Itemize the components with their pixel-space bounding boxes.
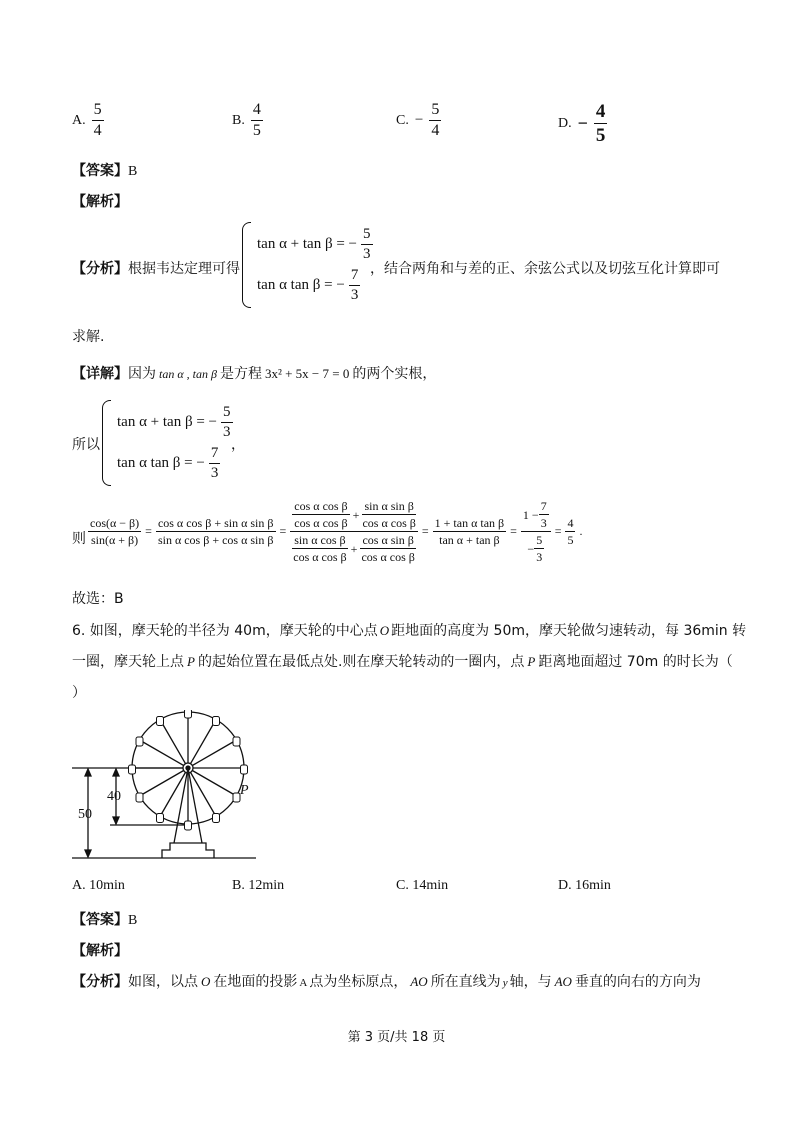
option-value: 16min xyxy=(575,878,611,893)
equation-row xyxy=(117,405,233,440)
equation-row xyxy=(117,446,233,481)
label-p: P xyxy=(240,783,249,798)
denominator: 3 xyxy=(223,424,231,440)
numerator: 4 xyxy=(251,102,263,121)
equation-row xyxy=(257,227,373,262)
wheel-spoke xyxy=(188,768,236,796)
option-fraction xyxy=(429,102,441,139)
minus-sign: − xyxy=(414,112,424,128)
denominator: 3 xyxy=(363,246,371,262)
math-vars: tan α , tan β xyxy=(159,367,217,381)
option-label: A. xyxy=(72,878,86,893)
analysis-line xyxy=(72,191,128,211)
fenxi-text: 垂直的向右的方向为 xyxy=(574,974,701,990)
analysis-line-2 xyxy=(72,940,128,960)
page-footer: 第 3 页/共 18 页 xyxy=(347,1030,446,1045)
denominator: 5 xyxy=(252,122,261,139)
fenxi-end: 求解. xyxy=(72,329,105,345)
equation-row xyxy=(257,268,373,303)
answer-line-2 xyxy=(72,909,137,929)
wheel-cabin xyxy=(213,717,220,726)
fenxi-line-2 xyxy=(72,971,701,991)
q6-text: 的起始位置在最低点处.则在摩天轮转动的一圈内，点 xyxy=(197,654,525,670)
equation-fraction xyxy=(361,227,373,262)
option-d xyxy=(558,102,607,145)
numerator: 5 xyxy=(92,102,104,121)
detail-text: 的两个实根， xyxy=(352,366,437,382)
detail-text: 是方程 xyxy=(219,366,262,382)
ze-label: 则 xyxy=(72,531,86,547)
option-c xyxy=(396,102,441,139)
point-a: A xyxy=(299,977,308,989)
q6-text: 6. 如图，摩天轮的半径为 40m，摩天轮的中心点 xyxy=(72,623,378,639)
wheel-cabin xyxy=(185,821,192,830)
numerator: 7 xyxy=(349,268,361,286)
wheel-spoke xyxy=(160,720,188,768)
point-o: O xyxy=(201,974,211,989)
denominator: 4 xyxy=(93,122,102,139)
q6-text: 距地面的高度为 50m，摩天轮做匀速转动，每 36min 转 xyxy=(391,623,747,639)
denominator: 5 xyxy=(595,125,606,146)
fenxi-text: 在地面的投影 xyxy=(213,974,298,990)
equation-fraction xyxy=(349,268,361,303)
numerator: 5 xyxy=(361,227,373,245)
option-label: B. xyxy=(232,112,245,128)
q6-line3: ） xyxy=(72,685,86,701)
choose-line: 故选：B xyxy=(72,591,124,607)
label-50: 50 xyxy=(78,807,92,822)
option-b xyxy=(232,102,263,139)
option-value: 10min xyxy=(89,878,125,893)
option-label: C. xyxy=(396,878,409,893)
answer-value: B xyxy=(128,913,138,928)
option-value: 12min xyxy=(248,878,285,893)
fenxi-prefix xyxy=(72,258,240,278)
label-40: 40 xyxy=(107,789,121,804)
suoyi-label: 所以 xyxy=(72,437,100,453)
wheel-cabin xyxy=(213,813,220,822)
fenxi-continuation: ，结合两角和与差的正、余弦公式以及切弦互化计算即可 xyxy=(370,261,720,277)
minus-sign: − xyxy=(577,113,588,133)
ferris-wheel-figure xyxy=(70,710,260,865)
axis-y: y xyxy=(502,977,508,989)
answer-value: B xyxy=(128,164,138,179)
q6-option-a xyxy=(72,878,125,894)
segment-ao: AO xyxy=(554,974,572,989)
numerator: 5 xyxy=(221,405,233,423)
q6-line2 xyxy=(72,651,733,671)
fenxi-text: 所在直线为 xyxy=(430,974,501,990)
option-value: 14min xyxy=(412,878,449,893)
option-label: D. xyxy=(558,878,572,893)
wheel-spoke xyxy=(188,740,236,768)
equation-fraction xyxy=(209,446,221,481)
fenxi-tag: 【分析】 xyxy=(72,261,128,277)
vieta-system xyxy=(242,222,373,308)
analysis-tag: 【解析】 xyxy=(72,943,128,959)
q6-option-b xyxy=(232,878,284,894)
fenxi-text: 点为坐标原点， xyxy=(309,974,408,990)
numeric-fraction: 1 − $\frac{7}{3}$ − $\frac{5}{3}$ xyxy=(521,500,551,563)
left-brace xyxy=(102,400,111,486)
lhs-fraction: $\frac{\cos(\alpha - \beta)}{\sin(\alpha + \beta)}$ xyxy=(90,516,140,547)
point-p: P xyxy=(187,654,195,669)
detail-line xyxy=(72,363,436,383)
derivation: $\frac{\cos(\alpha - \beta)}{\sin(\alpha + \beta)}$ = $\frac{\text{cos α cos β + sin α sin β}}{\text{sin α cos β + cos α sin β}}$ = $\frac{\text{cos α cos β}}{\text{cos α cos β}}$ + $\frac{\text{sin α sin β}}{\text{cos α cos β}}$ $\frac{\text{sin α cos β}}{\text{cos α cos β}}$ + $\frac{\text{cos α sin β}}{\text{cos α cos β}}$ = $\frac{\text{1 + tan α tan β}}{\text{tan α + tan β}}$ = 1 − $\frac{7}{3}$ − $\frac{5}{3}$ = $\frac{4}{5}$ . xyxy=(90,499,583,564)
fenxi-tag: 【分析】 xyxy=(72,974,128,990)
q6-option-d xyxy=(558,878,611,894)
denominator: 4 xyxy=(431,122,440,139)
divided-fraction: $\frac{\text{cos α cos β}}{\text{cos α cos β}}$ + $\frac{\text{sin α sin β}}{\text{cos α cos β}}$ $\frac{\text{sin α cos β}}{\text{cos α cos β}}$ + $\frac{\text{cos α sin β}}{\text{cos α cos β}}$ xyxy=(290,500,418,563)
fenxi-text: 根据韦达定理可得 xyxy=(128,261,240,277)
numerator: 4 xyxy=(595,101,606,122)
wheel-cabin xyxy=(136,737,143,746)
denominator: 3 xyxy=(210,465,219,481)
detail-tag: 【详解】 xyxy=(72,366,128,382)
wheel-cabin xyxy=(136,793,143,802)
numerator: 7 xyxy=(209,446,221,464)
expanded-fraction: $\frac{\text{cos α cos β + sin α sin β}}{\text{sin α cos β + cos α sin β}}$ xyxy=(157,516,274,547)
equation-text: tan α tan β = − xyxy=(117,455,205,471)
analysis-tag: 【解析】 xyxy=(72,194,128,210)
result-fraction: $\frac{4}{5}$ xyxy=(567,516,574,547)
answer-tag: 【答案】 xyxy=(72,163,128,179)
vieta-system-2 xyxy=(102,400,233,486)
q6-text: 距离地面超过 70m 的时长为（ xyxy=(538,654,733,670)
point-o: O xyxy=(379,623,390,638)
option-label: B. xyxy=(232,878,245,893)
answer-tag: 【答案】 xyxy=(72,912,128,928)
tan-fraction: $\frac{\text{1 + tan α tan β}}{\text{tan α + tan β}}$ xyxy=(434,516,505,547)
equation-text: tan α + tan β = − xyxy=(117,414,218,430)
q6-line1 xyxy=(72,620,746,640)
q6-option-c xyxy=(396,878,448,894)
left-brace xyxy=(242,222,251,308)
option-fraction xyxy=(594,102,608,145)
answer-line xyxy=(72,160,137,180)
option-a xyxy=(72,102,104,139)
wheel-cabin xyxy=(233,737,240,746)
option-label: D. xyxy=(558,115,572,131)
detail-text: 因为 xyxy=(128,366,156,382)
wheel-spoke xyxy=(188,720,216,768)
wheel-spoke xyxy=(140,768,188,796)
segment-ao: AO xyxy=(410,974,428,989)
numerator: 5 xyxy=(429,102,441,121)
wheel-cabin xyxy=(129,765,136,774)
wheel-cabin xyxy=(241,765,248,774)
option-label: A. xyxy=(72,112,86,128)
option-fraction xyxy=(251,102,263,139)
fenxi-text: 轴，与 xyxy=(509,974,552,990)
option-fraction xyxy=(92,102,104,139)
wheel-cabin xyxy=(157,813,164,822)
wheel-cabin xyxy=(157,717,164,726)
math-equation: 3x² + 5x − 7 = 0 xyxy=(264,366,350,381)
equation-text: tan α + tan β = − xyxy=(257,236,358,252)
q6-text: 一圈，摩天轮上点 xyxy=(72,654,184,670)
equation-text: tan α tan β = − xyxy=(257,277,345,293)
wheel-cabin xyxy=(185,710,192,718)
denominator: 3 xyxy=(350,287,359,303)
comma: ， xyxy=(231,437,245,453)
point-p: P xyxy=(527,654,536,669)
option-label: C. xyxy=(396,112,409,128)
wheel-spoke xyxy=(140,740,188,768)
wheel-cabin xyxy=(233,793,240,802)
fenxi-text: 如图，以点 xyxy=(128,974,198,990)
